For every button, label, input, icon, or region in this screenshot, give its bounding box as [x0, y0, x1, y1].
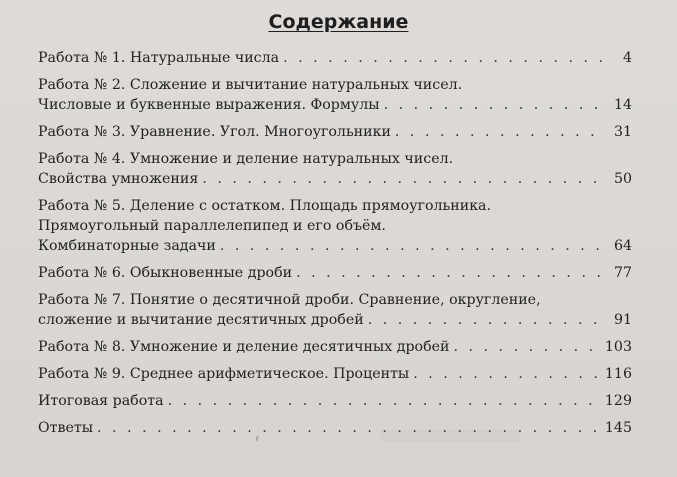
toc-entry[interactable] — [38, 196, 632, 256]
toc-entry-title: Итоговая работа — [38, 393, 164, 409]
toc-entry[interactable] — [38, 391, 632, 411]
toc-page-number: 116 — [604, 366, 632, 382]
toc-entry[interactable] — [38, 418, 632, 438]
toc-entry-title: Работа № 3. Уравнение. Угол. Многоугольники — [38, 124, 391, 140]
dot-leader — [168, 391, 601, 411]
toc-entry-title: Работа № 9. Среднее арифметическое. Проценты — [38, 366, 410, 382]
toc-page-number: 91 — [613, 312, 632, 328]
toc-entry-title: Свойства умножения — [38, 171, 199, 187]
toc-entry-title: Ответы — [38, 420, 94, 436]
bleed-through-shadow — [380, 430, 520, 442]
table-of-contents — [38, 48, 632, 445]
toc-entry[interactable] — [38, 122, 632, 142]
dot-leader — [202, 169, 606, 189]
toc-entry[interactable] — [38, 263, 632, 283]
toc-entry[interactable] — [38, 337, 632, 357]
toc-entry-title: Работа № 1. Натуральные числа — [38, 50, 280, 66]
toc-page-number: 145 — [604, 420, 632, 436]
toc-entry[interactable] — [38, 75, 632, 115]
toc-page-number: 77 — [613, 265, 632, 281]
toc-page-number: 64 — [613, 238, 632, 254]
toc-entry-title: Работа № 7. Понятие о десятичной дроби. Сравнение, округление, — [38, 292, 541, 308]
toc-entry-title: Работа № 8. Умножение и деление десятичных дробей — [38, 339, 450, 355]
toc-page-number: 31 — [613, 124, 632, 140]
dot-leader — [395, 122, 606, 142]
dot-leader — [413, 364, 601, 384]
toc-entry-title: Числовые и буквенные выражения. Формулы — [38, 97, 380, 113]
toc-entry[interactable] — [38, 364, 632, 384]
dot-leader — [454, 337, 601, 357]
toc-page-number: 14 — [613, 97, 632, 113]
dot-leader — [97, 418, 601, 438]
toc-entry-title: Работа № 5. Деление с остатком. Площадь прямоугольника. — [38, 198, 492, 214]
dot-leader — [296, 263, 606, 283]
dot-leader — [283, 48, 606, 68]
toc-page-number: 129 — [604, 393, 632, 409]
toc-entry-title: Прямоугольный параллелепипед и его объём. — [38, 218, 386, 234]
toc-page-number: 103 — [604, 339, 632, 355]
toc-entry-title: Работа № 6. Обыкновенные дроби — [38, 265, 293, 281]
dot-leader — [368, 310, 606, 330]
toc-page-number: 4 — [622, 50, 632, 66]
toc-page-number: 50 — [613, 171, 632, 187]
dot-leader — [384, 95, 606, 115]
toc-entry-title: Комбинаторные задачи — [38, 238, 216, 254]
toc-entry[interactable] — [38, 48, 632, 68]
toc-entry[interactable] — [38, 290, 632, 330]
toc-entry[interactable] — [38, 149, 632, 189]
page-title: Содержание — [268, 11, 409, 33]
dot-leader — [220, 236, 606, 256]
toc-entry-title: сложение и вычитание десятичных дробей — [38, 312, 364, 328]
toc-entry-title: Работа № 4. Умножение и деление натуральных чисел. — [38, 151, 454, 167]
toc-entry-title: Работа № 2. Сложение и вычитание натуральных чисел. — [38, 77, 463, 93]
